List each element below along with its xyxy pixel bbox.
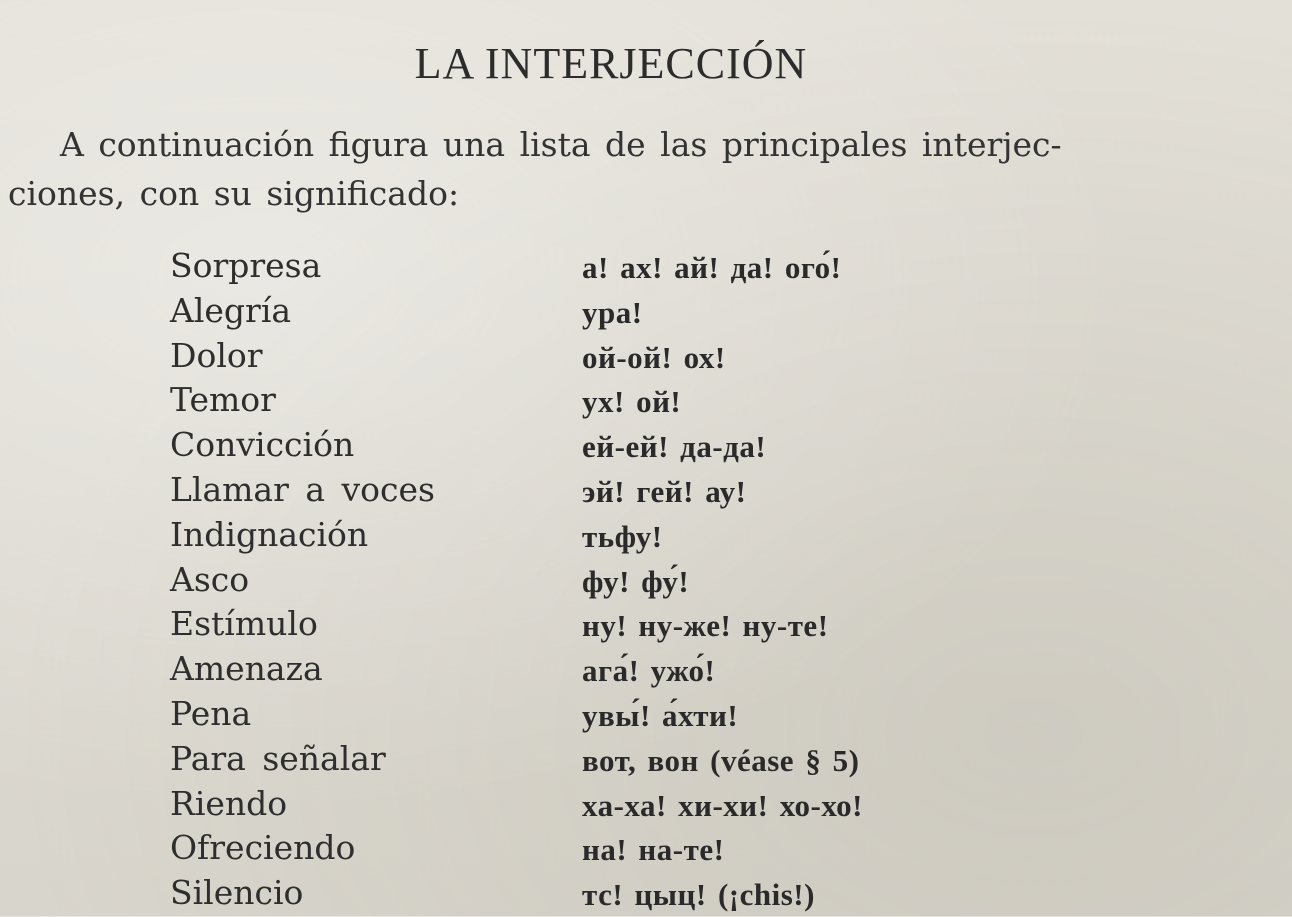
list-item xyxy=(0,423,1292,468)
list-item xyxy=(0,513,1292,558)
interjection-list xyxy=(0,244,1292,916)
meaning-label: Alegría xyxy=(170,290,292,330)
list-item xyxy=(0,468,1292,513)
list-item xyxy=(0,378,1292,423)
list-item xyxy=(0,782,1292,827)
list-item xyxy=(0,602,1292,647)
interjection-words: на! на-те! xyxy=(582,832,725,868)
meaning-label: Sorpresa xyxy=(170,246,322,285)
list-item xyxy=(0,289,1292,334)
list-item xyxy=(0,647,1292,692)
list-item xyxy=(0,826,1292,871)
meaning-label: Para señalar xyxy=(170,738,386,778)
interjection-words: ура! xyxy=(582,294,643,330)
interjection-words: фу! фу́! xyxy=(582,563,690,599)
list-item xyxy=(0,692,1292,737)
meaning-label: Pena xyxy=(170,693,252,733)
meaning-label: Convicción xyxy=(170,425,355,465)
meaning-label: Ofreciendo xyxy=(170,828,356,868)
intro-line-2: ciones, con su significado: xyxy=(8,174,460,213)
interjection-words: увы́! а́хти! xyxy=(582,697,739,733)
interjection-words: ха-ха! хи-хи! хо-хо! xyxy=(582,787,863,823)
interjection-words: а! ах! ай! да! ого́! xyxy=(582,250,842,285)
interjection-words: ей-ей! да-да! xyxy=(582,429,767,465)
meaning-label: Estímulo xyxy=(170,604,318,644)
interjection-words: эй! гей! ау! xyxy=(582,473,747,509)
meaning-label: Amenaza xyxy=(170,649,323,689)
list-item xyxy=(0,737,1292,782)
meaning-label: Dolor xyxy=(170,335,263,375)
intro-paragraph xyxy=(8,120,1248,218)
interjection-words: ага́! ужо́! xyxy=(582,653,716,689)
interjection-words: тс! цыц! (¡chis!) xyxy=(582,877,815,913)
meaning-label: Indignación xyxy=(170,514,369,554)
interjection-words: ну! ну-же! ну-те! xyxy=(582,608,829,644)
meaning-label: Llamar a voces xyxy=(170,469,435,509)
page-title: LA INTERJECCIÓN xyxy=(414,39,808,88)
meaning-label: Temor xyxy=(170,380,276,420)
intro-line-1: A continuación figura una lista de las principales interjec- xyxy=(60,125,1062,164)
meaning-label: Asco xyxy=(170,559,250,599)
meaning-label: Riendo xyxy=(170,783,288,823)
interjection-words: вот, вон (véase § 5) xyxy=(582,742,860,778)
interjection-words: ух! ой! xyxy=(582,384,682,420)
list-item xyxy=(0,334,1292,379)
list-item xyxy=(0,558,1292,603)
list-item xyxy=(0,871,1292,916)
list-item xyxy=(0,244,1292,289)
meaning-label: Silencio xyxy=(170,873,304,913)
interjection-words: ой-ой! ох! xyxy=(582,339,726,375)
interjection-words: тьфу! xyxy=(582,518,663,554)
